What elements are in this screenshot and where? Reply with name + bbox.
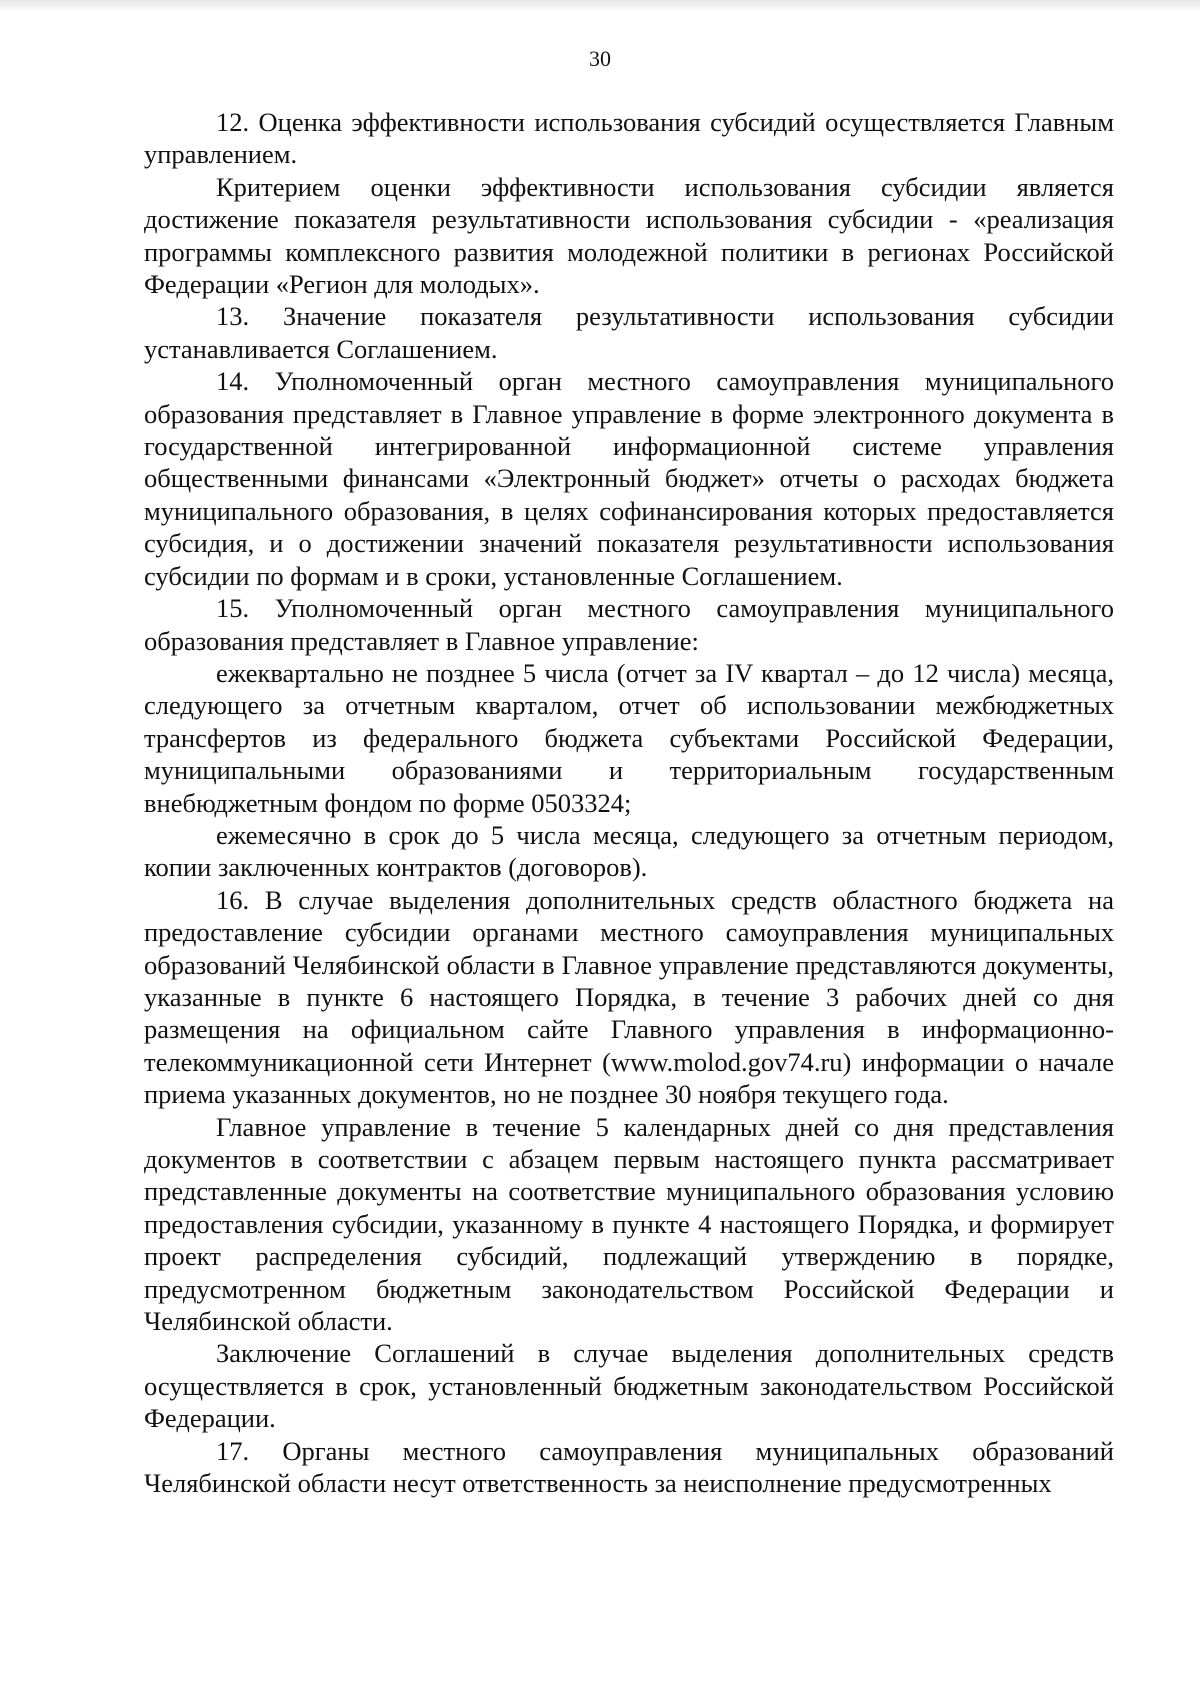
paragraph-15-quarterly: ежеквартально не позднее 5 числа (отчет за IV квартал – до 12 числа) месяца, следующего за отчетным кварталом, отчет об использовании межбюджетных трансфертов из федерального бюджета субъектами Российской Федерации, муниципальными образованиями и территориальным государственным внебюджетным фондом по форме 0503324; [144, 657, 1114, 818]
paragraph-17: 17. Органы местного самоуправления муниципальных образований Челябинской области несут ответственность за неисполнение предусмотренных [144, 1435, 1114, 1499]
paragraph-12: 12. Оценка эффективности использования субсидий осуществляется Главным управлением. [144, 107, 1114, 170]
paragraph-14: 14. Уполномоченный орган местного самоуправления муниципального образования представляет в Главное управление в форме электронного документа в государственной интегрированной информационной системе управления общественными финансами «Электронный бюджет» отчеты о расходах бюджета муниципального образования, в целях софинансирования которых предоставляется субсидия, и о достижении значений показателя результативности использования субсидии по формам и в сроки, установленные Соглашением. [144, 366, 1114, 591]
paragraph-16-agreements: Заключение Соглашений в случае выделения дополнительных средств осуществляется в срок, установленный бюджетным законодательством Российской Федерации. [144, 1338, 1114, 1434]
document-body [144, 106, 1114, 1499]
paragraph-15: 15. Уполномоченный орган местного самоуправления муниципального образования представляет в Главное управление: [144, 593, 1114, 656]
paragraph-15-monthly: ежемесячно в срок до 5 числа месяца, следующего за отчетным периодом, копии заключенных контрактов (договоров). [144, 819, 1114, 883]
page-number: 30 [589, 46, 611, 71]
scan-edge [0, 0, 1200, 12]
paragraph-criterion: Критерием оценки эффективности использования субсидии является достижение показателя результативности использования субсидии - «реализация программы комплексного развития молодежной политики в регионах Российской Федерации «Регион для молодых». [144, 171, 1114, 300]
paragraph-16-review: Главное управление в течение 5 календарных дней со дня представления документов в соответствии с абзацем первым настоящего пункта рассматривает представленные документы на соответствие муниципального образования условию предоставления субсидии, указанному в пункте 4 настоящего Порядка, и формирует проект распределения субсидий, подлежащий утверждению в порядке, предусмотренном бюджетным законодательством Российской Федерации и Челябинской области. [144, 1111, 1114, 1337]
paragraph-16: 16. В случае выделения дополнительных средств областного бюджета на предоставление субсидии органами местного самоуправления муниципальных образований Челябинской области в Главное управление представляются документы, указанные в пункте 6 настоящего Порядка, в течение 3 рабочих дней со дня размещения на официальном сайте Главного управления в информационно-телекоммуникационной сети Интернет (www.molod.gov74.ru) информации о начале приема указанных документов, но не позднее 30 ноября текущего года. [144, 884, 1114, 1110]
paragraph-13: 13. Значение показателя результативности использования субсидии устанавливается Соглашением. [144, 301, 1114, 364]
